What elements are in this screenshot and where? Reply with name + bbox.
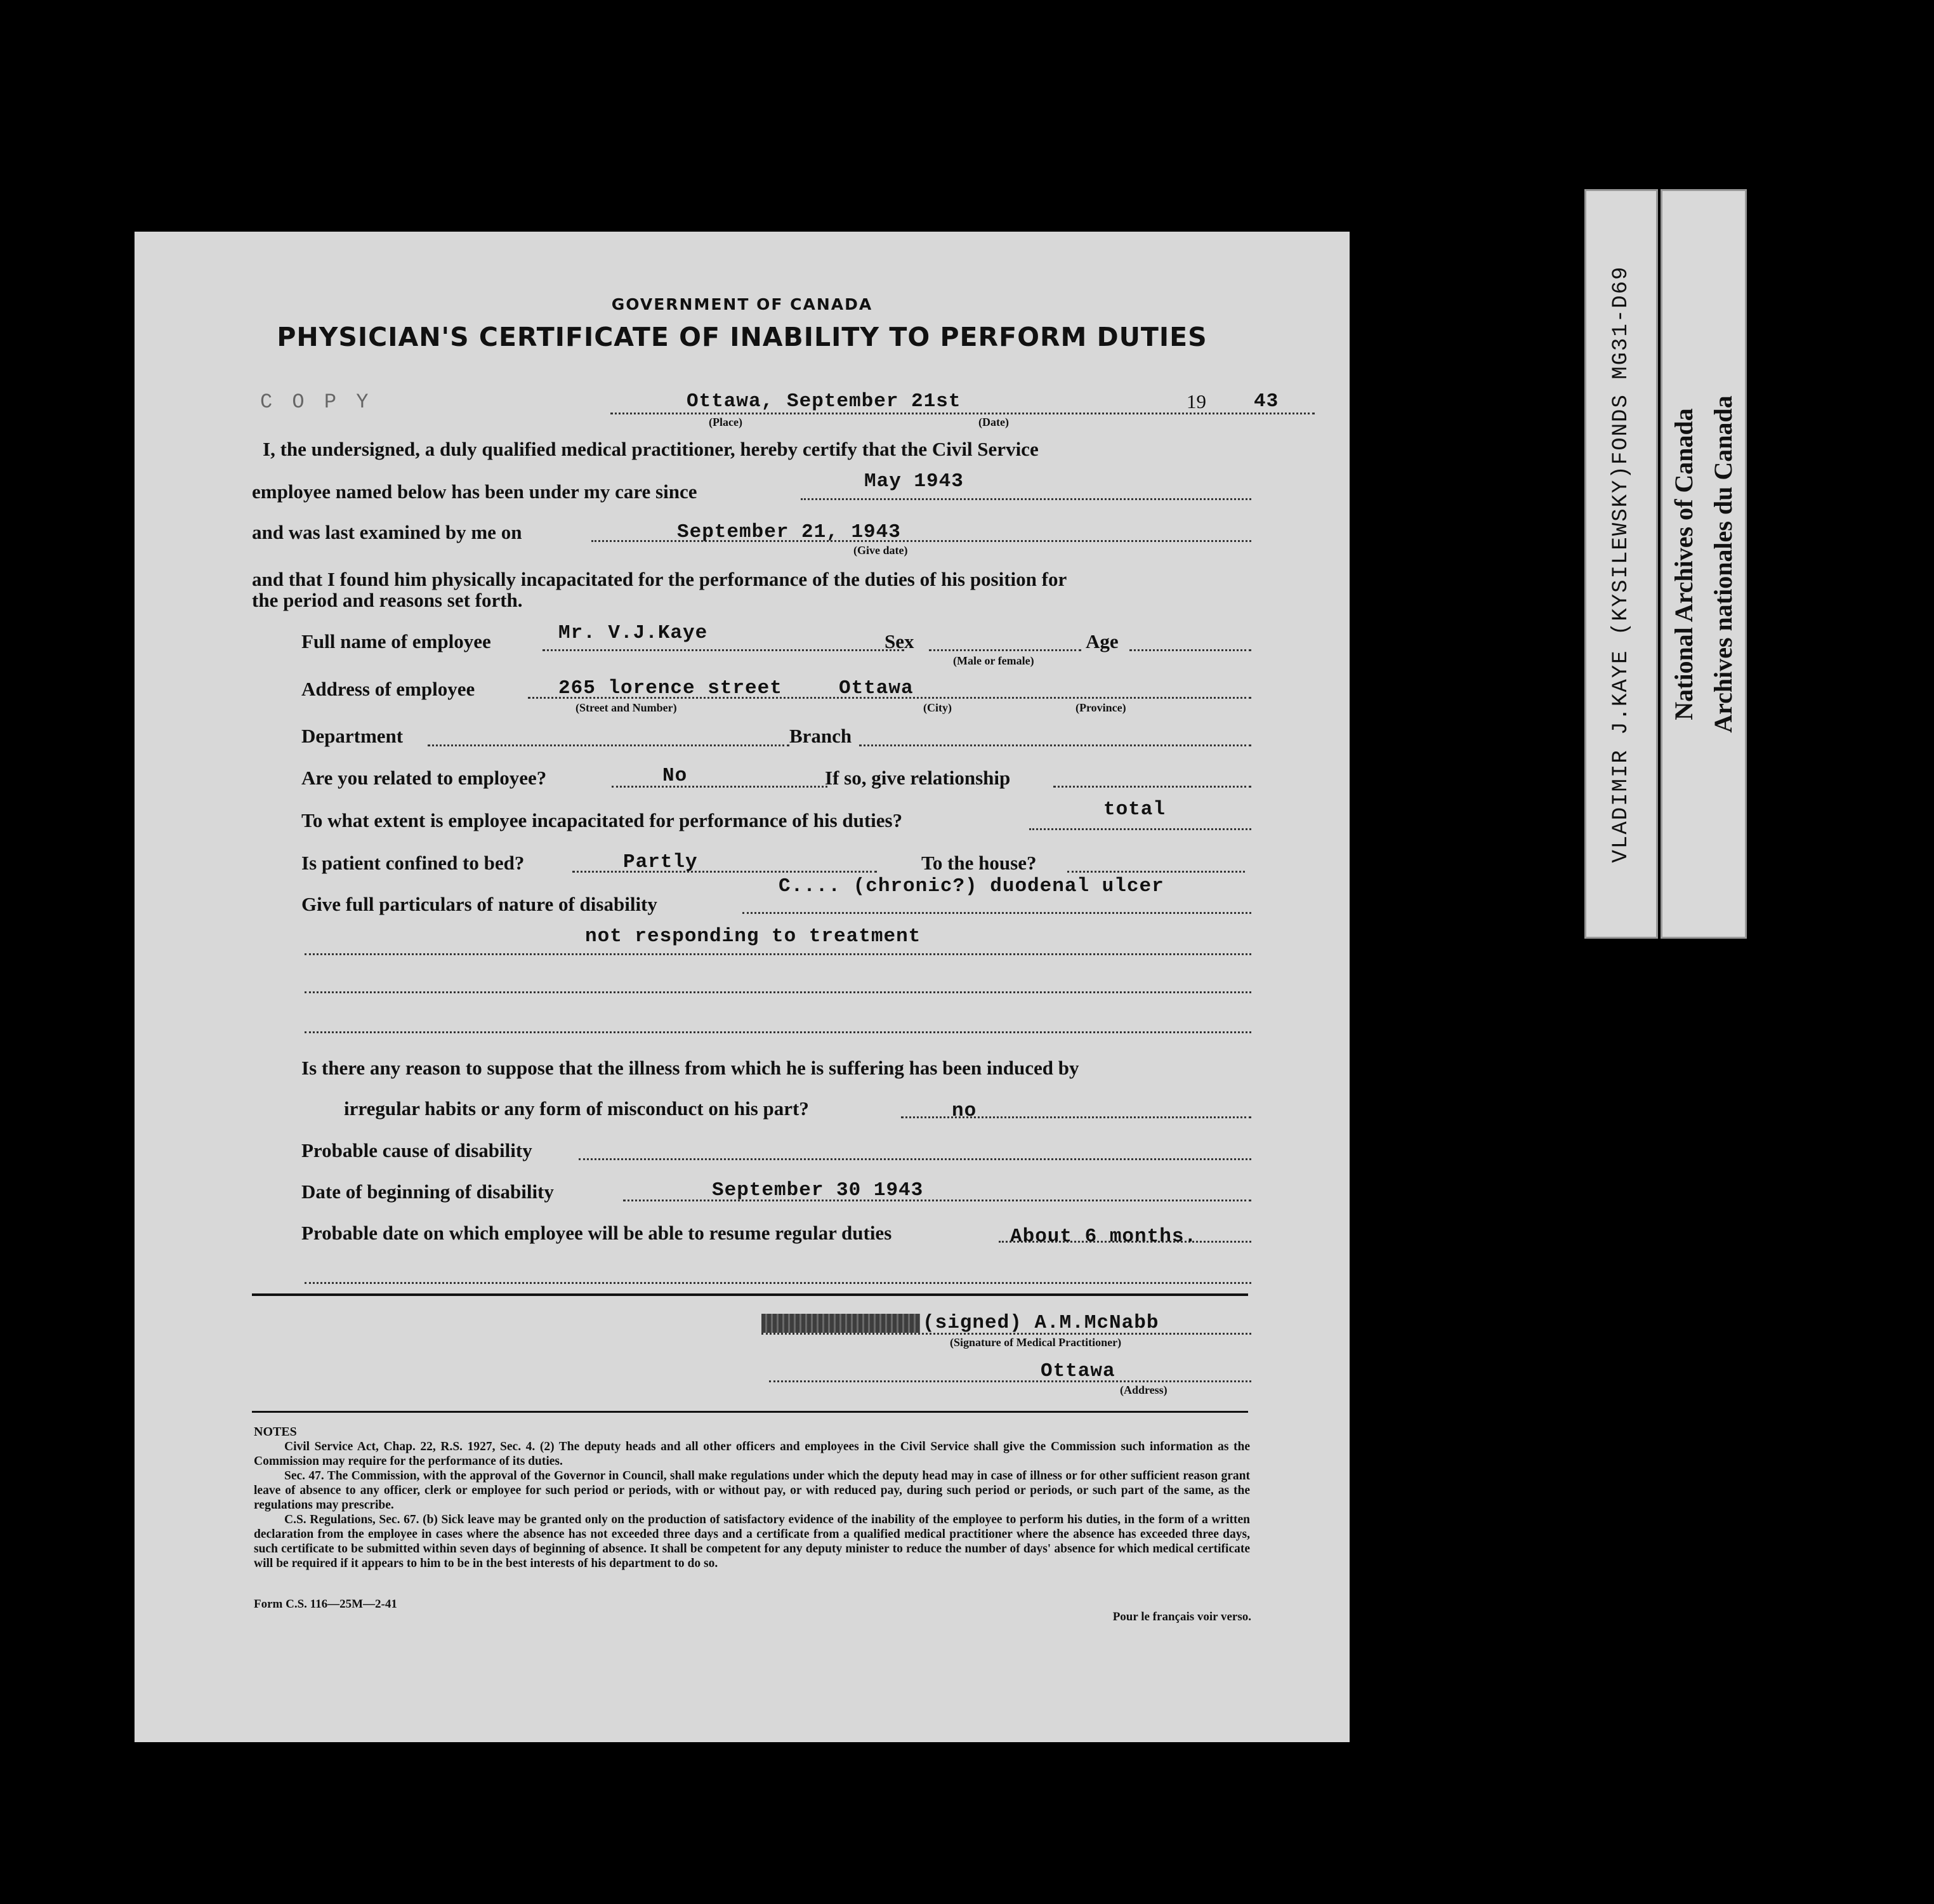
signature-dotted-line bbox=[761, 1333, 1251, 1335]
date-caption: (Date) bbox=[978, 416, 1009, 428]
struck-through-name bbox=[761, 1314, 920, 1333]
examined-caption: (Give date) bbox=[853, 544, 908, 557]
year-prefix: 19 bbox=[1187, 390, 1206, 413]
extent-dotted-line bbox=[1029, 828, 1251, 830]
sex-label: Sex bbox=[885, 630, 914, 652]
address-label: Address of employee bbox=[301, 678, 475, 700]
examined-value: September 21, 1943 bbox=[677, 521, 901, 543]
street-caption: (Street and Number) bbox=[576, 701, 677, 714]
related-value: No bbox=[662, 765, 688, 787]
examined-label: and was last examined by me on bbox=[252, 521, 522, 543]
particulars-dotted-line-1 bbox=[742, 912, 1251, 914]
date-value: September 21st bbox=[787, 390, 961, 413]
copy-stamp: C O P Y bbox=[260, 390, 372, 414]
address-value: Ottawa bbox=[1041, 1360, 1115, 1382]
resume-value: About 6 months. bbox=[1010, 1226, 1197, 1248]
branch-dotted-line bbox=[859, 744, 1251, 746]
beginning-label: Date of beginning of disability bbox=[301, 1180, 554, 1203]
resume-label: Probable date on which employee will be able to resume regular duties bbox=[301, 1222, 892, 1244]
cause-label: Probable cause of disability bbox=[301, 1139, 532, 1161]
archive-name-strip bbox=[1661, 189, 1747, 939]
city-caption: (City) bbox=[923, 701, 952, 714]
care-since-dotted-line bbox=[801, 498, 1251, 500]
place-caption: (Place) bbox=[709, 416, 742, 428]
resume-dotted-line-2 bbox=[305, 1282, 1251, 1284]
government-heading: GOVERNMENT OF CANADA bbox=[611, 295, 873, 314]
age-label: Age bbox=[1086, 630, 1119, 652]
cause-dotted-line bbox=[579, 1158, 1251, 1160]
house-dotted-line bbox=[1067, 871, 1245, 873]
full-name-dotted-line bbox=[543, 649, 904, 651]
place-date-dotted-line bbox=[610, 413, 1315, 414]
signature-value: (signed) A.M.McNabb bbox=[923, 1312, 1159, 1334]
reason-label-2: irregular habits or any form of misconduct on his part? bbox=[344, 1097, 809, 1120]
bed-value: Partly bbox=[623, 851, 698, 873]
form-title: PHYSICIAN'S CERTIFICATE OF INABILITY TO PERFORM DUTIES bbox=[277, 322, 1207, 352]
particulars-dotted-line-4 bbox=[305, 1031, 1251, 1033]
archive-fonds-strip bbox=[1584, 189, 1658, 939]
sex-dotted-line bbox=[929, 649, 1081, 651]
related-dotted-line bbox=[612, 786, 827, 788]
signature-caption: (Signature of Medical Practitioner) bbox=[950, 1336, 1122, 1349]
reason-label-1: Is there any reason to suppose that the illness from which he is suffering has been induced by bbox=[301, 1057, 1079, 1079]
related-label: Are you related to employee? bbox=[301, 767, 547, 789]
relationship-label: If so, give relationship bbox=[825, 767, 1011, 789]
care-since-value: May 1943 bbox=[864, 470, 964, 493]
beginning-value: September 30 1943 bbox=[712, 1179, 924, 1201]
archive-name-french: Archives nationales du Canada bbox=[1709, 395, 1737, 733]
notes-paragraph-1: Civil Service Act, Chap. 22, R.S. 1927, Sec. 4. (2) The deputy heads and all other officers and employees in the Civil Service shall give the Commission such information as the Commission may require for the performance of its duties. bbox=[254, 1440, 1250, 1468]
bed-dotted-line bbox=[572, 871, 877, 873]
notes-body bbox=[254, 1439, 1250, 1571]
age-dotted-line bbox=[1129, 649, 1251, 651]
form-number: Form C.S. 116—25M—2-41 bbox=[254, 1597, 397, 1611]
department-label: Department bbox=[301, 725, 404, 747]
address-street-value: 265 lorence street bbox=[558, 677, 782, 699]
found-text-line-2: the period and reasons set forth. bbox=[252, 589, 523, 611]
department-dotted-line bbox=[428, 744, 789, 746]
province-caption: (Province) bbox=[1076, 701, 1126, 714]
address-city-value: Ottawa bbox=[839, 677, 914, 699]
place-value: Ottawa, bbox=[687, 390, 774, 413]
archive-name-english: National Archives of Canada bbox=[1669, 407, 1698, 720]
notes-paragraph-2: Sec. 47. The Commission, with the approval of the Governor in Council, shall make regulations under which the deputy head may in case of illness or for other sufficient reason grant leave of absence to any officer, clerk or employee for such period or periods, with or without pay, or with reduced pay, during such period or periods, or such part of the same, as the regulations may prescribe. bbox=[254, 1469, 1250, 1512]
found-text-line-1: and that I found him physically incapacitated for the performance of the duties of his position for bbox=[252, 568, 1067, 590]
address-caption: (Address) bbox=[1120, 1384, 1168, 1396]
signature-divider bbox=[252, 1293, 1248, 1296]
relationship-dotted-line bbox=[1053, 786, 1251, 788]
archive-name bbox=[1664, 395, 1743, 733]
particulars-value-1: C.... (chronic?) duodenal ulcer bbox=[779, 875, 1164, 897]
bed-label: Is patient confined to bed? bbox=[301, 852, 525, 874]
form-page bbox=[135, 232, 1350, 1742]
certify-line-1: I, the undersigned, a duly qualified medical practitioner, hereby certify that the Civil Service bbox=[263, 438, 1039, 460]
particulars-value-2: not responding to treatment bbox=[585, 925, 921, 948]
full-name-label: Full name of employee bbox=[301, 630, 491, 652]
sex-caption: (Male or female) bbox=[953, 654, 1034, 667]
particulars-label: Give full particulars of nature of disability bbox=[301, 893, 657, 915]
branch-label: Branch bbox=[789, 725, 852, 747]
notes-heading: NOTES bbox=[254, 1425, 297, 1439]
house-label: To the house? bbox=[921, 852, 1037, 874]
particulars-dotted-line-3 bbox=[305, 991, 1251, 993]
reason-value: no bbox=[952, 1100, 977, 1122]
full-name-value: Mr. V.J.Kaye bbox=[558, 622, 708, 644]
french-note: Pour le français voir verso. bbox=[1112, 1610, 1251, 1623]
notes-divider bbox=[252, 1411, 1248, 1413]
fonds-label: VLADIMIR J.KAYE (KYSILEWSKY)FONDS MG31-D69 bbox=[1609, 265, 1633, 863]
extent-label: To what extent is employee incapacitated for performance of his duties? bbox=[301, 809, 903, 831]
notes-paragraph-3: C.S. Regulations, Sec. 67. (b) Sick leave may be granted only on the production of satisfactory evidence of the inability of the employee to perform his duties, in the form of a written declaration from the employee in cases where the absence has not exceeded three days and a certificate from a qualified medical practitioner where the absence has exceeded three days, such certificate to be submitted within seven days of beginning of absence. It shall be competent for any deputy minister to reduce the number of days' absence for which medical certificate will be required if it appears to him to be in the best interests of his department to do so. bbox=[254, 1513, 1250, 1570]
particulars-dotted-line-2 bbox=[305, 953, 1251, 955]
extent-value: total bbox=[1103, 798, 1166, 821]
year-value: 43 bbox=[1254, 390, 1279, 413]
care-since-label: employee named below has been under my care since bbox=[252, 480, 697, 503]
address-dotted-line-2 bbox=[769, 1380, 1251, 1382]
